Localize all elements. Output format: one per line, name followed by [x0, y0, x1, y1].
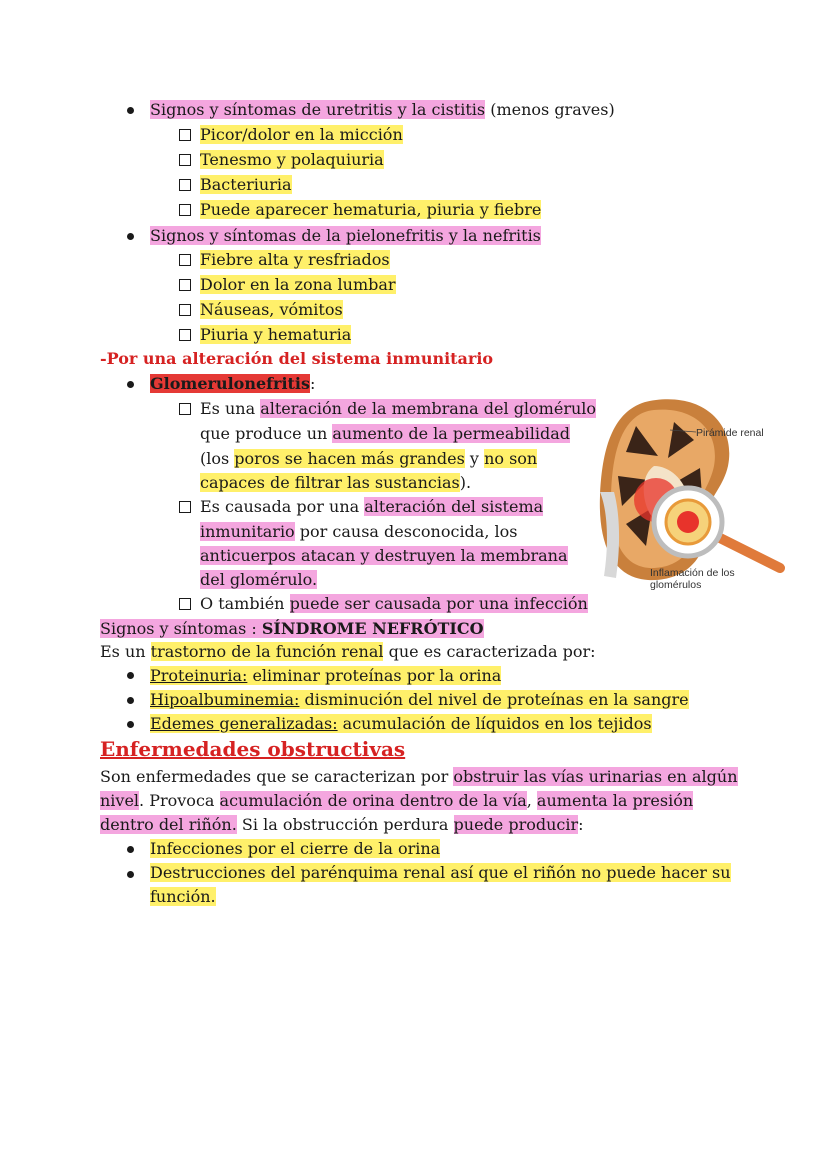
- uretritis-heading-suffix: (menos graves): [485, 100, 615, 119]
- checkbox: [179, 129, 191, 141]
- list-item: [200, 298, 343, 322]
- checkbox: [179, 279, 191, 291]
- list-item-text: Dolor en la zona lumbar: [200, 275, 396, 294]
- inmune-heading: -Por una alteración del sistema inmunitario: [100, 349, 494, 368]
- list-item: [200, 123, 403, 147]
- pielonefritis-heading-line: [150, 224, 541, 248]
- uretritis-heading: Signos y síntomas de uretritis y la cistitis: [150, 100, 486, 119]
- list-item: [150, 712, 652, 736]
- highlight: no son: [484, 449, 538, 468]
- paragraph-line: [100, 765, 738, 789]
- bullet: [127, 871, 134, 878]
- nefrotico-intro: [100, 640, 596, 664]
- list-item: [200, 198, 541, 222]
- text: Es causada por una: [200, 497, 365, 516]
- nefrotico-heading: [100, 617, 484, 641]
- list-item: [150, 664, 501, 688]
- bullet: [127, 381, 134, 388]
- text: que es caracterizada por:: [383, 642, 596, 661]
- list-item-text: función.: [150, 887, 216, 906]
- text: Es una: [200, 399, 261, 418]
- list-item-text: Picor/dolor en la micción: [200, 125, 403, 144]
- list-item: [150, 861, 731, 885]
- list-item-text: Piuria y hematuria: [200, 325, 352, 344]
- desc: eliminar proteínas por la orina: [247, 666, 502, 685]
- highlight: aumento de la permeabilidad: [332, 424, 571, 443]
- highlight: inmunitario: [200, 522, 295, 541]
- nefrotico-heading-hl: [100, 619, 484, 638]
- desc: acumulación de líquidos en los tejidos: [337, 714, 652, 733]
- list-item: [150, 837, 440, 861]
- paragraph-line: [200, 592, 588, 616]
- list-item: [200, 323, 351, 347]
- text: Son enfermedades que se caracterizan por: [100, 767, 454, 786]
- highlight: trastorno de la función renal: [150, 642, 384, 661]
- list-item: [200, 273, 396, 297]
- term: Hipoalbuminemia:: [150, 690, 300, 709]
- bullet: [127, 846, 134, 853]
- list-item-text: Bacteriuria: [200, 175, 292, 194]
- checkbox: [179, 329, 191, 341]
- glomerulonefritis-line: [150, 372, 315, 396]
- list-item: [150, 688, 689, 712]
- paragraph-line: [200, 397, 596, 421]
- list-item-continued: [150, 885, 216, 909]
- colon: :: [310, 374, 316, 393]
- glomerulonefritis-label: Glomerulonefritis: [150, 374, 311, 393]
- text: ).: [459, 473, 472, 492]
- syndrome-name: SÍNDROME NEFRÓTICO: [261, 619, 484, 638]
- bullet: [127, 672, 134, 679]
- text: por causa desconocida, los: [294, 522, 518, 541]
- highlight: alteración de la membrana del glomérulo: [260, 399, 597, 418]
- text: que produce un: [200, 424, 333, 443]
- text: ,: [526, 791, 537, 810]
- paragraph-line: [200, 495, 543, 519]
- text: y: [464, 449, 485, 468]
- paragraph-line: [100, 789, 693, 813]
- text: . Provoca: [139, 791, 220, 810]
- paragraph-line: [200, 422, 570, 446]
- bullet: [127, 697, 134, 704]
- highlight: capaces de filtrar las sustancias: [200, 473, 460, 492]
- desc: disminución del nivel de proteínas en la sangre: [299, 690, 689, 709]
- checkbox: [179, 403, 191, 415]
- paragraph-line: [200, 568, 317, 592]
- inflammation-label-1: Inflamación de los: [650, 567, 735, 579]
- kidney-illustration: [596, 396, 786, 590]
- checkbox: [179, 304, 191, 316]
- list-item-text: Náuseas, vómitos: [200, 300, 343, 319]
- list-item-text: Tenesmo y polaquiuria: [200, 150, 384, 169]
- paragraph-line: [100, 813, 584, 837]
- text: Si la obstrucción perdura: [236, 815, 454, 834]
- inflammation-label-2: glomérulos: [650, 579, 702, 590]
- paragraph-line: [200, 447, 537, 471]
- checkbox: [179, 598, 191, 610]
- text: :: [578, 815, 584, 834]
- highlight: puede producir: [453, 815, 579, 834]
- bullet: [127, 721, 134, 728]
- paragraph-line: [200, 471, 471, 495]
- list-item-text: Destrucciones del parénquima renal así que el riñón no puede hacer su: [150, 863, 731, 882]
- text: Signos y síntomas :: [100, 619, 262, 638]
- checkbox: [179, 254, 191, 266]
- list-item: [200, 173, 292, 197]
- highlight: aumenta la presión: [536, 791, 694, 810]
- highlight: dentro del riñón.: [100, 815, 237, 834]
- text: Es un: [100, 642, 151, 661]
- highlight: poros se hacen más grandes: [234, 449, 465, 468]
- list-item-text: Fiebre alta y resfriados: [200, 250, 390, 269]
- bullet: [127, 233, 134, 240]
- term: Edemes generalizadas:: [150, 714, 338, 733]
- paragraph-line: [200, 544, 568, 568]
- glomerulus-core: [677, 511, 699, 533]
- checkbox: [179, 204, 191, 216]
- list-item-text: Infecciones por el cierre de la orina: [150, 839, 441, 858]
- highlight: del glomérulo.: [200, 570, 318, 589]
- paragraph-line: [200, 520, 517, 544]
- text: O también: [200, 594, 290, 613]
- checkbox: [179, 179, 191, 191]
- text: (los: [200, 449, 235, 468]
- highlight: puede ser causada por una infección: [289, 594, 588, 613]
- checkbox: [179, 501, 191, 513]
- highlight: acumulación de orina dentro de la vía: [219, 791, 527, 810]
- magnifier-handle: [716, 536, 780, 568]
- list-item: [200, 248, 390, 272]
- obstructivas-title: Enfermedades obstructivas: [100, 737, 406, 761]
- pielonefritis-heading: Signos y síntomas de la pielonefritis y la nefritis: [150, 226, 541, 245]
- list-item: [200, 148, 384, 172]
- pyramid-label: Pirámide renal: [696, 427, 764, 439]
- highlight: anticuerpos atacan y destruyen la membrana: [200, 546, 568, 565]
- bullet: [127, 107, 134, 114]
- list-item-text: Puede aparecer hematuria, piuria y fiebre: [200, 200, 542, 219]
- uretritis-heading-line: [150, 98, 615, 122]
- checkbox: [179, 154, 191, 166]
- highlight: alteración del sistema: [364, 497, 544, 516]
- term: Proteinuria:: [150, 666, 248, 685]
- highlight: nivel: [100, 791, 140, 810]
- highlight: obstruir las vías urinarias en algún: [453, 767, 738, 786]
